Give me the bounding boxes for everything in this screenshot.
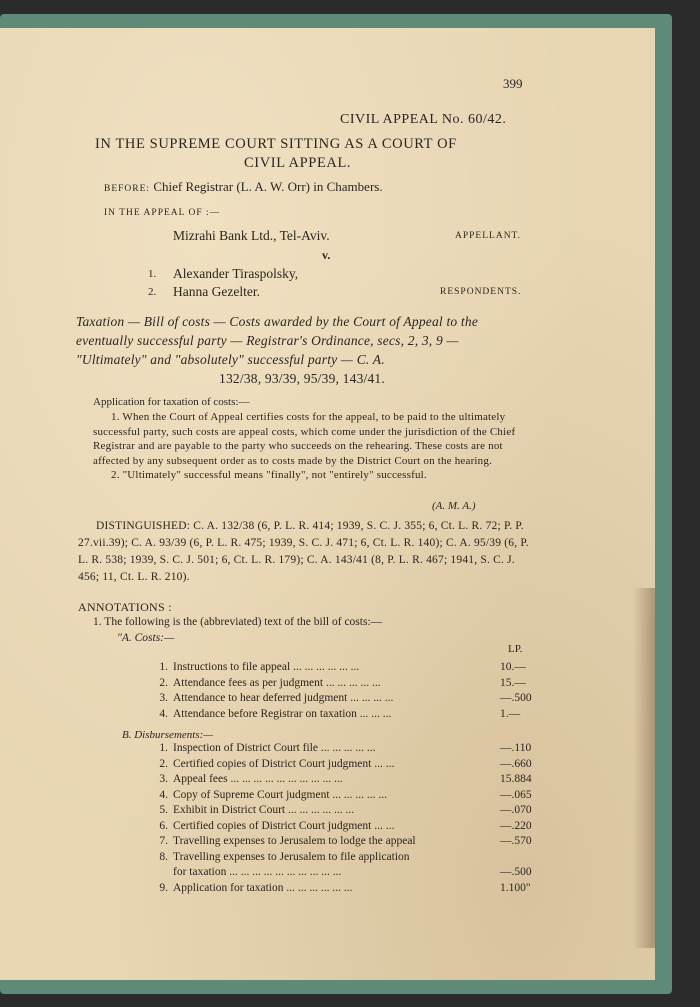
item-number: 4. xyxy=(159,707,168,720)
author-initials: (A. M. A.) xyxy=(432,500,476,512)
item-description: Attendance to hear deferred judgment ... ... ... ... xyxy=(173,692,394,704)
item-description: for taxation ... ... ... ... ... ... ... ... ... ... xyxy=(173,866,342,878)
before-text: Chief Registrar (L. A. W. Orr) in Chambers. xyxy=(153,179,383,194)
item-description: Copy of Supreme Court judgment ... ... ... ... ... xyxy=(173,788,388,801)
versus: v. xyxy=(322,248,331,262)
item-amount: 10.— xyxy=(500,661,526,673)
bill-row xyxy=(0,835,655,850)
respondents-role: RESPONDENTS. xyxy=(440,287,522,297)
item-description: Attendance before Registrar on taxation ... ... ... xyxy=(173,707,392,720)
bill-row xyxy=(0,804,655,819)
item-number: 2. xyxy=(159,757,168,770)
bill-row xyxy=(0,692,655,707)
item-description: Travelling expenses to Jerusalem to file application xyxy=(173,850,410,863)
item-description: Attendance fees as per judgment ... ... ... ... ... xyxy=(173,676,381,689)
item-amount: —.070 xyxy=(500,804,532,816)
book-page xyxy=(0,28,655,980)
headnote-references: 132/38, 93/39, 95/39, 143/41. xyxy=(219,371,385,386)
bill-row xyxy=(0,677,655,692)
bill-row xyxy=(0,661,655,676)
respondent-name: Hanna Gezelter. xyxy=(173,284,260,299)
item-description: Instructions to file appeal ... ... ... ... ... ... xyxy=(173,661,360,673)
item-number: 5. xyxy=(159,804,168,816)
respondent-number: 1. xyxy=(148,268,157,280)
page-number: 399 xyxy=(503,76,523,91)
annotation-1: 1. The following is the (abbreviated) text of the bill of costs:— xyxy=(93,616,383,628)
item-number: 3. xyxy=(159,692,168,704)
appellant-name: Mizrahi Bank Ltd., Tel-Aviv. xyxy=(173,228,330,243)
item-amount: —.500 xyxy=(500,866,532,878)
item-amount: 1.— xyxy=(500,707,521,720)
item-amount: 1.100" xyxy=(500,881,531,894)
court-title-line-2: CIVIL APPEAL. xyxy=(244,155,352,171)
before-line xyxy=(104,179,383,195)
headnote-text: Taxation — Bill of costs — Costs awarded by the Court of Appeal to the eventually successful party — Registrar's Ordinance, secs, 2, 3, 9 — "Ultimately" and "absolutely" successful party — C. A. xyxy=(76,314,479,367)
case-number: CIVIL APPEAL No. 60/42. xyxy=(340,112,507,127)
application-line: Application for taxation of costs:— xyxy=(93,396,250,408)
bill-row xyxy=(0,789,655,804)
item-description: Certified copies of District Court judgment ... ... xyxy=(173,819,395,832)
bill-row xyxy=(0,708,655,723)
item-amount: —.065 xyxy=(500,788,532,801)
item-amount: 15.884 xyxy=(500,773,532,785)
bill-row xyxy=(0,758,655,773)
bill-row xyxy=(0,773,655,788)
item-number: 6. xyxy=(159,819,168,832)
item-amount: 15.— xyxy=(500,676,526,689)
item-number: 1. xyxy=(159,742,168,754)
item-number: 9. xyxy=(159,881,168,894)
currency-header: LP. xyxy=(508,643,523,655)
appeal-of-label: IN THE APPEAL OF :— xyxy=(104,208,221,218)
bill-row xyxy=(0,882,655,897)
item-number: 1. xyxy=(159,661,168,673)
item-description: Inspection of District Court file ... ... ... ... ... xyxy=(173,742,376,754)
bill-row xyxy=(0,820,655,835)
section-b-heading: B. Disbursements:— xyxy=(122,729,214,741)
court-title-line-1: IN THE SUPREME COURT SITTING AS A COURT OF xyxy=(95,136,457,152)
respondent-number: 2. xyxy=(148,286,157,298)
bill-row xyxy=(0,742,655,757)
item-description: Travelling expenses to Jerusalem to lodge the appeal xyxy=(173,835,416,847)
bill-row xyxy=(0,851,655,866)
held-paragraph-1: 1. When the Court of Appeal certifies costs for the appeal, to be paid to the ultimately successful party, such costs are appeal costs, which come under the jurisdiction of the Chief Registrar and are payable to the party who succeeds on the rehearing. These costs are not affected by any subsequent order as to costs made by the District Court on the hearing. xyxy=(93,411,516,467)
item-description: Application for taxation ... ... ... ... ... ... xyxy=(173,881,353,894)
held-paragraphs xyxy=(93,410,527,483)
item-number: 2. xyxy=(159,676,168,689)
held-paragraph-2: 2. "Ultimately" successful means "finally", not "entirely" successful. xyxy=(111,469,427,481)
headnote xyxy=(76,312,528,388)
section-a-heading: "A. Costs:— xyxy=(117,632,175,644)
annotations-heading: ANNOTATIONS : xyxy=(78,600,172,614)
bill-row xyxy=(0,866,655,881)
respondent-name: Alexander Tiraspolsky, xyxy=(173,266,299,281)
item-amount: —.220 xyxy=(500,819,532,832)
item-amount: —.110 xyxy=(500,742,532,754)
distinguished-paragraph: DISTINGUISHED: C. A. 132/38 (6, P. L. R. 414; 1939, S. C. J. 355; 6, Ct. L. R. 72; P. P. 27.vii.39); C. A. 93/39 (6, P. L. R. 475; 1939, S. C. J. 471; 6, Ct. L. R. 140); C. A. 95/39 (6, P. L. R. 538; 1939, S. C. J. 501; 6, Ct. L. R. 179); C. A. 143/41 (8, P. L. R. 467; 1941, S. C. J. 456; 11, Ct. L. R. 210). xyxy=(78,520,529,583)
appellant-role: APPELLANT. xyxy=(455,231,522,241)
item-amount: —.660 xyxy=(500,757,532,770)
item-number: 7. xyxy=(159,835,168,847)
item-amount: —.570 xyxy=(500,835,532,847)
item-number: 3. xyxy=(159,773,168,785)
item-description: Appeal fees ... ... ... ... ... ... ... ... ... ... xyxy=(173,773,343,785)
before-label: BEFORE: xyxy=(104,184,151,194)
item-number: 8. xyxy=(159,850,168,863)
item-description: Exhibit in District Court ... ... ... ... ... ... xyxy=(173,804,355,816)
item-amount: —.500 xyxy=(500,692,532,704)
item-number: 4. xyxy=(159,788,168,801)
item-description: Certified copies of District Court judgment ... ... xyxy=(173,757,395,770)
